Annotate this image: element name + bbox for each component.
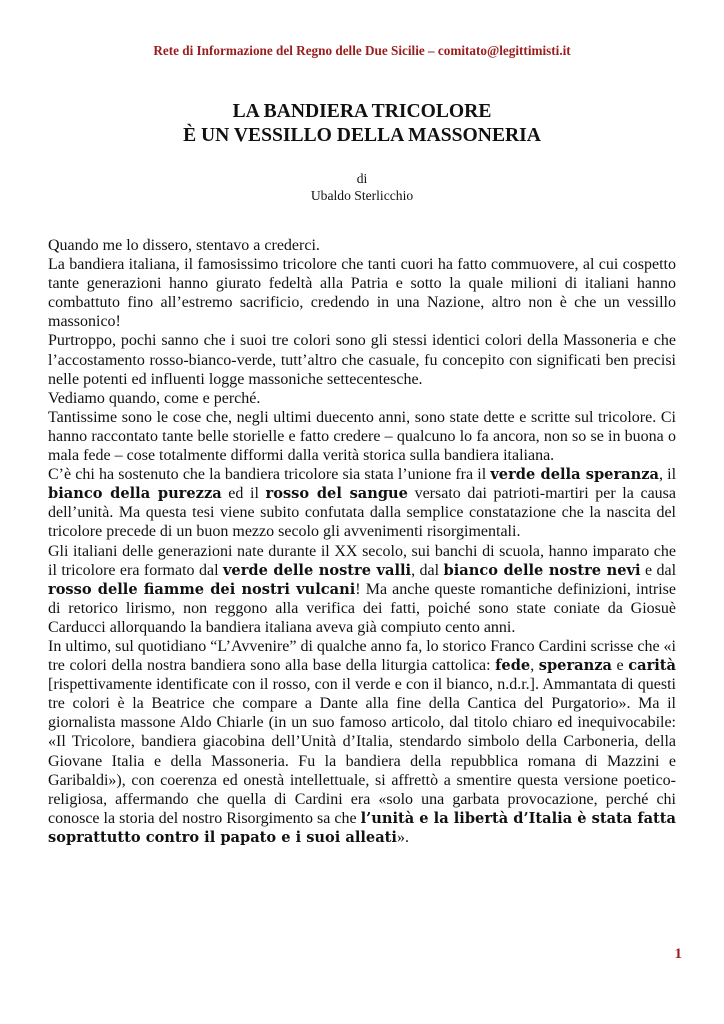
paragraph [48, 331, 676, 388]
paragraph-text: [rispettivamente identificate con il rosso, con il verde e con il bianco, n.d.r.]. Ammantata di questi tre colori è la Beatrice che compare a Dante alla fine della Cantica del Purgatorio». Ma il giornalista massone Aldo Chiarle (in un suo famoso articolo, dal titolo chiaro ed inequivocabile: «Il Tricolore, bandiera giacobina dell’Unità d’Italia, stendardo simbolo della Carboneria, della Giovane Italia e della Massoneria. Fu la bandiera della repubblica romana di Mazzini e Garibaldi»), con coerenza ed onestà intellettuale, si affrettò a smentire questa versione poetico-religiosa, affermando che quella di Cardini era «solo una garbata provocazione, perché chi conosce la storia del nostro Risorgimento sa che [48, 676, 676, 827]
emphasis-text: carità [628, 657, 677, 675]
paragraph-text: , [530, 657, 539, 675]
emphasis-text: l’unità e la libertà d’Italia è stata fatta soprattutto contro il papato e i suoi alleati [48, 809, 676, 846]
paragraph-text: e [611, 657, 629, 675]
emphasis-text: rosso delle fiamme dei nostri vulcani [48, 580, 356, 598]
document-header: Rete di Informazione del Regno delle Due Sicilie – comitato@legittimisti.it [153, 43, 571, 58]
emphasis-text: bianco della purezza [48, 485, 222, 503]
paragraph-text: Quando me lo dissero, stentavo a crederci. [48, 237, 320, 254]
paragraph-text: versato dai patrioti-martiri per la causa dell’unità. Ma questa tesi viene subito confutata dalla semplice constatazione che la nascita del tricolore precede di un buon mezzo secolo gli avvenimenti risorgimentali. [48, 485, 676, 541]
paragraph [48, 637, 676, 847]
paragraph-text: ». [396, 828, 409, 846]
page-number: 1 [674, 946, 682, 962]
paragraph [48, 542, 676, 637]
paragraph-text: , dal [411, 561, 444, 579]
paragraph [48, 408, 676, 465]
paragraph-text: C’è chi ha sostenuto che la bandiera tricolore sia stata l’unione fra il [48, 466, 491, 484]
paragraph-text: Gli italiani delle generazioni nate durante il XX secolo, sui banchi di scuola, hanno imparato che il tricolore era formato dal [48, 542, 676, 579]
paragraph [48, 389, 676, 408]
paragraph-text: Vediamo quando, come e perché. [48, 389, 261, 407]
document-title [0, 100, 724, 148]
byline [0, 170, 724, 204]
author-name: Ubaldo Sterlicchio [310, 188, 414, 203]
emphasis-text: speranza [538, 657, 612, 675]
byline-di: di [356, 171, 368, 186]
paragraph [48, 236, 676, 255]
paragraph-text: In ultimo, sul quotidiano “L’Avvenire” di qualche anno fa, lo storico Franco Cardini scrisse che «i tre colori della nostra bandiera sono alla base della liturgia cattolica: [48, 637, 676, 675]
paragraph-text: e dal [640, 561, 677, 579]
paragraph-text: Purtroppo, pochi sanno che i suoi tre colori sono gli stessi identici colori della Massoneria e che l’accostamento rosso-bianco-verde, tutt’altro che casuale, fu concepito con significati ben precisi nelle potenti ed influenti logge massoniche settecentesche. [48, 332, 676, 388]
title-line-2: È UN VESSILLO DELLA MASSONERIA [183, 125, 541, 146]
paragraph-text: Tantissime sono le cose che, negli ultimi duecento anni, sono state dette e scritte sul tricolore. Ci hanno raccontato tante belle storielle e fatto credere – qualcuno lo fa ancora, non so se in buona o mala fede – cose totalmente difformi dalla verità storica sulla bandiera italiana. [48, 408, 676, 465]
emphasis-text: rosso del sangue [265, 485, 408, 503]
emphasis-text: fede [495, 657, 531, 675]
paragraph-text: , il [658, 466, 677, 484]
emphasis-text: bianco delle nostre nevi [443, 561, 641, 579]
emphasis-text: verde della speranza [490, 466, 659, 484]
paragraph [48, 465, 676, 541]
paragraph-text: ! Ma anche queste romantiche definizioni, intrise di retorico lirismo, non reggono alla verifica dei fatti, poiché sono state coniate da Giosuè Carducci allorquando la bandiera italiana aveva già compiuto cento anni. [48, 580, 677, 636]
article-body [48, 236, 676, 847]
paragraph [48, 255, 676, 331]
emphasis-text: verde delle nostre valli [222, 561, 412, 579]
title-line-1: LA BANDIERA TRICOLORE [232, 101, 492, 122]
paragraph-text: La bandiera italiana, il famosissimo tricolore che tanti cuori ha fatto commuovere, al cui cospetto tante generazioni hanno giurato fedeltà alla Patria e sotto la quale milioni di italiani hanno combattuto fino all’estremo sacrificio, credendo in una Nazione, altro non è che un vessillo massonico! [48, 256, 676, 331]
paragraph-text: ed il [221, 485, 266, 503]
